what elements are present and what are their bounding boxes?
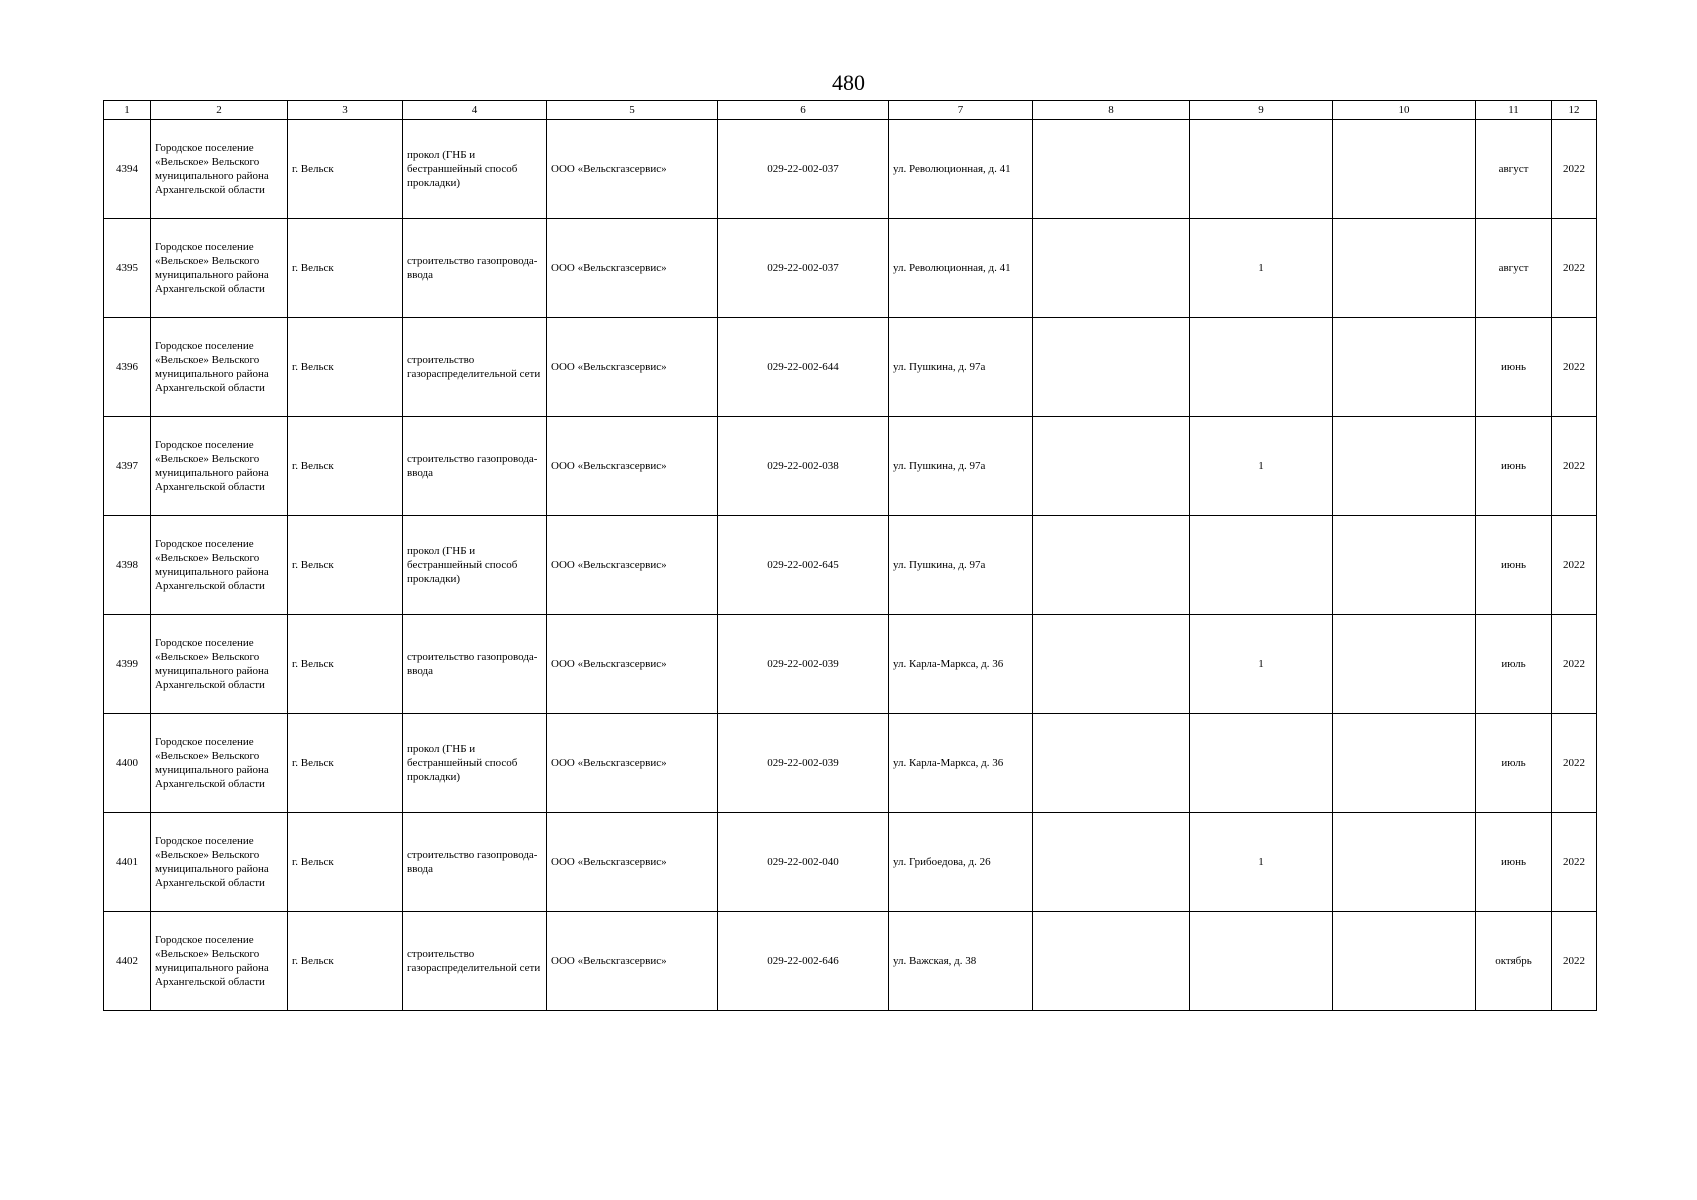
- work-type-cell: прокол (ГНБ и бестраншейный способ прокладки): [403, 516, 547, 615]
- work-type-cell: строительство газопровода-ввода: [403, 615, 547, 714]
- header-cell-7: 7: [889, 101, 1033, 120]
- address-cell: ул. Пушкина, д. 97а: [889, 516, 1033, 615]
- row-number: 4395: [104, 219, 151, 318]
- code-cell: 029-22-002-645: [718, 516, 889, 615]
- header-cell-1: 1: [104, 101, 151, 120]
- year-cell: 2022: [1552, 120, 1597, 219]
- address-cell: ул. Революционная, д. 41: [889, 219, 1033, 318]
- month-cell: август: [1476, 219, 1552, 318]
- work-type-cell: строительство газопровода-ввода: [403, 417, 547, 516]
- col10-cell: [1333, 219, 1476, 318]
- row-number: 4402: [104, 912, 151, 1011]
- work-type-cell: строительство газораспределительной сети: [403, 318, 547, 417]
- code-cell: 029-22-002-644: [718, 318, 889, 417]
- table-row: [104, 219, 1597, 318]
- header-cell-5: 5: [547, 101, 718, 120]
- col8-cell: [1033, 417, 1190, 516]
- col10-cell: [1333, 615, 1476, 714]
- work-type-cell: строительство газопровода-ввода: [403, 813, 547, 912]
- organization-cell: ООО «Вельскгазсервис»: [547, 417, 718, 516]
- municipality-cell: Городское поселение «Вельское» Вельского муниципального района Архангельской области: [151, 417, 288, 516]
- organization-cell: ООО «Вельскгазсервис»: [547, 912, 718, 1011]
- year-cell: 2022: [1552, 219, 1597, 318]
- header-cell-3: 3: [288, 101, 403, 120]
- locality-cell: г. Вельск: [288, 912, 403, 1011]
- municipality-cell: Городское поселение «Вельское» Вельского муниципального района Архангельской области: [151, 516, 288, 615]
- address-cell: ул. Важская, д. 38: [889, 912, 1033, 1011]
- row-number: 4400: [104, 714, 151, 813]
- locality-cell: г. Вельск: [288, 813, 403, 912]
- col10-cell: [1333, 813, 1476, 912]
- municipality-cell: Городское поселение «Вельское» Вельского муниципального района Архангельской области: [151, 813, 288, 912]
- year-cell: 2022: [1552, 714, 1597, 813]
- code-cell: 029-22-002-646: [718, 912, 889, 1011]
- month-cell: июнь: [1476, 516, 1552, 615]
- col10-cell: [1333, 120, 1476, 219]
- row-number: 4399: [104, 615, 151, 714]
- header-cell-4: 4: [403, 101, 547, 120]
- month-cell: июнь: [1476, 318, 1552, 417]
- municipality-cell: Городское поселение «Вельское» Вельского муниципального района Архангельской области: [151, 318, 288, 417]
- organization-cell: ООО «Вельскгазсервис»: [547, 219, 718, 318]
- municipality-cell: Городское поселение «Вельское» Вельского муниципального района Архангельской области: [151, 714, 288, 813]
- municipality-cell: Городское поселение «Вельское» Вельского муниципального района Архангельской области: [151, 615, 288, 714]
- municipality-cell: Городское поселение «Вельское» Вельского муниципального района Архангельской области: [151, 120, 288, 219]
- table-row: [104, 417, 1597, 516]
- header-cell-2: 2: [151, 101, 288, 120]
- locality-cell: г. Вельск: [288, 318, 403, 417]
- col8-cell: [1033, 615, 1190, 714]
- code-cell: 029-22-002-040: [718, 813, 889, 912]
- col9-cell: [1190, 120, 1333, 219]
- row-number: 4396: [104, 318, 151, 417]
- organization-cell: ООО «Вельскгазсервис»: [547, 813, 718, 912]
- table-row: [104, 912, 1597, 1011]
- code-cell: 029-22-002-039: [718, 714, 889, 813]
- organization-cell: ООО «Вельскгазсервис»: [547, 516, 718, 615]
- col10-cell: [1333, 417, 1476, 516]
- address-cell: ул. Пушкина, д. 97а: [889, 417, 1033, 516]
- month-cell: август: [1476, 120, 1552, 219]
- year-cell: 2022: [1552, 516, 1597, 615]
- col9-cell: [1190, 516, 1333, 615]
- col8-cell: [1033, 219, 1190, 318]
- work-type-cell: строительство газораспределительной сети: [403, 912, 547, 1011]
- col8-cell: [1033, 516, 1190, 615]
- col10-cell: [1333, 714, 1476, 813]
- organization-cell: ООО «Вельскгазсервис»: [547, 714, 718, 813]
- address-cell: ул. Карла-Маркса, д. 36: [889, 714, 1033, 813]
- locality-cell: г. Вельск: [288, 417, 403, 516]
- address-cell: ул. Пушкина, д. 97а: [889, 318, 1033, 417]
- organization-cell: ООО «Вельскгазсервис»: [547, 615, 718, 714]
- table-row: [104, 516, 1597, 615]
- register-table: [103, 100, 1597, 1011]
- header-cell-12: 12: [1552, 101, 1597, 120]
- header-cell-10: 10: [1333, 101, 1476, 120]
- month-cell: июнь: [1476, 417, 1552, 516]
- header-cell-11: 11: [1476, 101, 1552, 120]
- col10-cell: [1333, 318, 1476, 417]
- year-cell: 2022: [1552, 813, 1597, 912]
- table-row: [104, 318, 1597, 417]
- municipality-cell: Городское поселение «Вельское» Вельского муниципального района Архангельской области: [151, 912, 288, 1011]
- table-row: [104, 120, 1597, 219]
- page-number: 480: [832, 70, 865, 95]
- address-cell: ул. Карла-Маркса, д. 36: [889, 615, 1033, 714]
- code-cell: 029-22-002-037: [718, 219, 889, 318]
- row-number: 4401: [104, 813, 151, 912]
- row-number: 4397: [104, 417, 151, 516]
- year-cell: 2022: [1552, 615, 1597, 714]
- header-row: [104, 101, 1597, 120]
- month-cell: октябрь: [1476, 912, 1552, 1011]
- col10-cell: [1333, 912, 1476, 1011]
- locality-cell: г. Вельск: [288, 120, 403, 219]
- col8-cell: [1033, 714, 1190, 813]
- locality-cell: г. Вельск: [288, 219, 403, 318]
- code-cell: 029-22-002-037: [718, 120, 889, 219]
- month-cell: июнь: [1476, 813, 1552, 912]
- col9-cell: 1: [1190, 615, 1333, 714]
- col10-cell: [1333, 516, 1476, 615]
- col9-cell: [1190, 912, 1333, 1011]
- col8-cell: [1033, 912, 1190, 1011]
- header-cell-8: 8: [1033, 101, 1190, 120]
- organization-cell: ООО «Вельскгазсервис»: [547, 318, 718, 417]
- row-number: 4394: [104, 120, 151, 219]
- month-cell: июль: [1476, 714, 1552, 813]
- col9-cell: 1: [1190, 417, 1333, 516]
- col8-cell: [1033, 120, 1190, 219]
- address-cell: ул. Грибоедова, д. 26: [889, 813, 1033, 912]
- table-row: [104, 615, 1597, 714]
- code-cell: 029-22-002-039: [718, 615, 889, 714]
- work-type-cell: прокол (ГНБ и бестраншейный способ прокладки): [403, 120, 547, 219]
- work-type-cell: прокол (ГНБ и бестраншейный способ прокладки): [403, 714, 547, 813]
- table-row: [104, 813, 1597, 912]
- row-number: 4398: [104, 516, 151, 615]
- month-cell: июль: [1476, 615, 1552, 714]
- table-row: [104, 714, 1597, 813]
- address-cell: ул. Революционная, д. 41: [889, 120, 1033, 219]
- col9-cell: 1: [1190, 813, 1333, 912]
- code-cell: 029-22-002-038: [718, 417, 889, 516]
- header-cell-6: 6: [718, 101, 889, 120]
- col9-cell: [1190, 714, 1333, 813]
- col9-cell: [1190, 318, 1333, 417]
- locality-cell: г. Вельск: [288, 714, 403, 813]
- year-cell: 2022: [1552, 417, 1597, 516]
- col9-cell: 1: [1190, 219, 1333, 318]
- work-type-cell: строительство газопровода-ввода: [403, 219, 547, 318]
- year-cell: 2022: [1552, 912, 1597, 1011]
- municipality-cell: Городское поселение «Вельское» Вельского муниципального района Архангельской области: [151, 219, 288, 318]
- locality-cell: г. Вельск: [288, 615, 403, 714]
- header-cell-9: 9: [1190, 101, 1333, 120]
- col8-cell: [1033, 813, 1190, 912]
- organization-cell: ООО «Вельскгазсервис»: [547, 120, 718, 219]
- locality-cell: г. Вельск: [288, 516, 403, 615]
- col8-cell: [1033, 318, 1190, 417]
- year-cell: 2022: [1552, 318, 1597, 417]
